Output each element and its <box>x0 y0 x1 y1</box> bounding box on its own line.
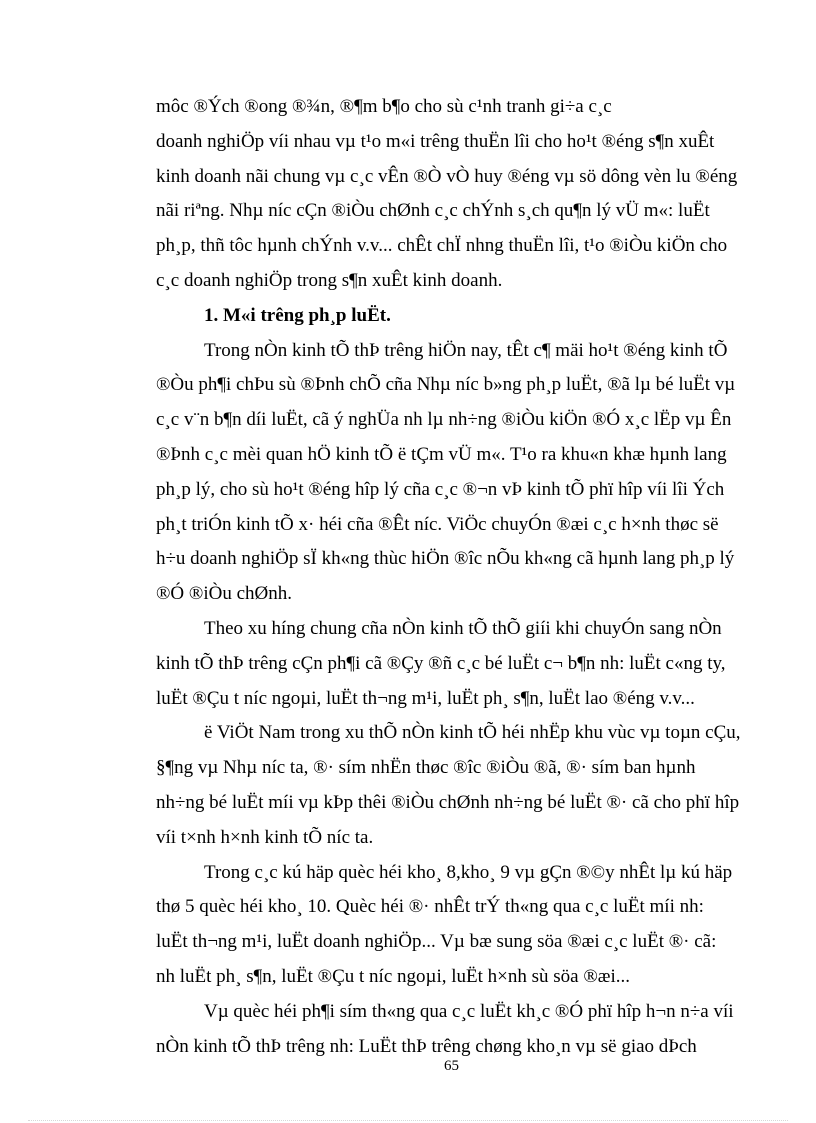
text-line: ®Òu ph¶i chÞu sù ®Þnh chÕ cña Nhµ níc b»ng ph¸p luËt, ®ã lµ bé luËt vµ <box>156 374 736 396</box>
text-line: Trong c¸c kú häp quèc héi kho¸ 8,kho¸ 9 vµ gÇn ®©y nhÊt lµ kú häp <box>204 861 733 883</box>
text-line: kinh tÕ thÞ trêng cÇn ph¶i cã ®Çy ®ñ c¸c bé luËt c¬ b¶n nh: luËt c«ng ty, <box>156 652 726 674</box>
text-line: Trong nÒn kinh tÕ thÞ trêng hiÖn nay, tÊt c¶ mäi ho¹t ®éng kinh tÕ <box>204 339 728 361</box>
text-line: doanh nghiÖp víi nhau vµ t¹o m«i trêng thuËn lîi cho ho¹t ®éng s¶n xuÊt <box>156 130 715 152</box>
text-line: ph¸p, thñ tôc hµnh chÝnh v.v... chÊt chÏ nhng thuËn lîi, t¹o ®iÒu kiÖn cho <box>156 235 728 257</box>
text-line: Theo xu híng chung cña nÒn kinh tÕ thÕ giíi khi chuyÓn sang nÒn <box>204 617 722 639</box>
text-line: ®Þnh c¸c mèi quan hÖ kinh tÕ ë tÇm vÜ m«. T¹o ra khu«n khæ hµnh lang <box>156 443 727 465</box>
text-line: c¸c v¨n b¶n díi luËt, cã ý nghÜa nh lµ nh÷ng ®iÒu kiÖn ®Ó x¸c lËp vµ Ên <box>156 409 732 431</box>
text-line: ph¸p lý, cho sù ho¹t ®éng hîp lý cña c¸c ®¬n vÞ kinh tÕ phï hîp víi lîi Ých <box>156 478 725 500</box>
page-bottom-divider <box>28 1120 788 1121</box>
text-line: luËt ®Çu t níc ngoµi, luËt th¬ng m¹i, luËt ph¸ s¶n, luËt lao ®éng v.v... <box>156 687 695 709</box>
text-line: nh÷ng bé luËt míi vµ kÞp thêi ®iÒu chØnh nh÷ng bé luËt ®· cã cho phï hîp <box>156 791 740 813</box>
text-line: ph¸t triÓn kinh tÕ x· héi cña ®Êt níc. ViÖc chuyÓn ®æi c¸c h×nh thøc së <box>156 513 719 535</box>
paragraph <box>156 90 776 299</box>
body-text <box>156 90 776 1064</box>
paragraph <box>156 856 776 995</box>
paragraph <box>156 995 776 1065</box>
section-heading: 1. M«i trêng ph¸p luËt. <box>204 304 391 326</box>
paragraph <box>156 612 776 716</box>
text-line: ë ViÖt Nam trong xu thÕ nÒn kinh tÕ héi nhËp khu vùc vµ toµn cÇu, <box>204 722 741 744</box>
text-line: kinh doanh nãi chung vµ c¸c vÊn ®Ò vÒ huy ®éng vµ sö dông vèn lu ®éng <box>156 165 738 187</box>
paragraph <box>156 716 776 855</box>
page-number: 65 <box>444 1058 459 1074</box>
text-line: nh luËt ph¸ s¶n, luËt ®Çu t níc ngoµi, luËt h×nh sù söa ®æi... <box>156 965 630 987</box>
text-line: Vµ quèc héi ph¶i sím th«ng qua c¸c luËt kh¸c ®Ó phï hîp h¬n n÷a víi <box>204 1000 734 1022</box>
text-line: ®Ó ®iÒu chØnh. <box>156 583 292 605</box>
text-line: nÒn kinh tÕ thÞ trêng nh: LuËt thÞ trêng chøng kho¸n vµ së giao dÞch <box>156 1035 697 1057</box>
text-line: môc ®Ých ®ong ®¾n, ®¶m b¶o cho sù c¹nh tranh gi÷a c¸c <box>156 96 612 117</box>
text-line: nãi riªng. Nhµ níc cÇn ®iÒu chØnh c¸c chÝnh s¸ch qu¶n lý vÜ m«: luËt <box>156 200 710 222</box>
text-line: thø 5 quèc héi kho¸ 10. Quèc héi ®· nhÊt trÝ th«ng qua c¸c luËt míi nh: <box>156 896 704 918</box>
text-line: víi t×nh h×nh kinh tÕ níc ta. <box>156 826 374 848</box>
text-line: luËt th¬ng m¹i, luËt doanh nghiÖp... Vµ bæ sung söa ®æi c¸c luËt ®· cã: <box>156 931 717 953</box>
text-line: §¶ng vµ Nhµ níc ta, ®· sím nhËn thøc ®îc ®iÒu ®ã, ®· sím ban hµnh <box>156 757 696 779</box>
text-line: c¸c doanh nghiÖp trong s¶n xuÊt kinh doanh. <box>156 269 503 291</box>
paragraph <box>156 334 776 612</box>
text-line: h÷u doanh nghiÖp sÏ kh«ng thùc hiÖn ®îc nÕu kh«ng cã hµnh lang ph¸p lý <box>156 548 735 570</box>
